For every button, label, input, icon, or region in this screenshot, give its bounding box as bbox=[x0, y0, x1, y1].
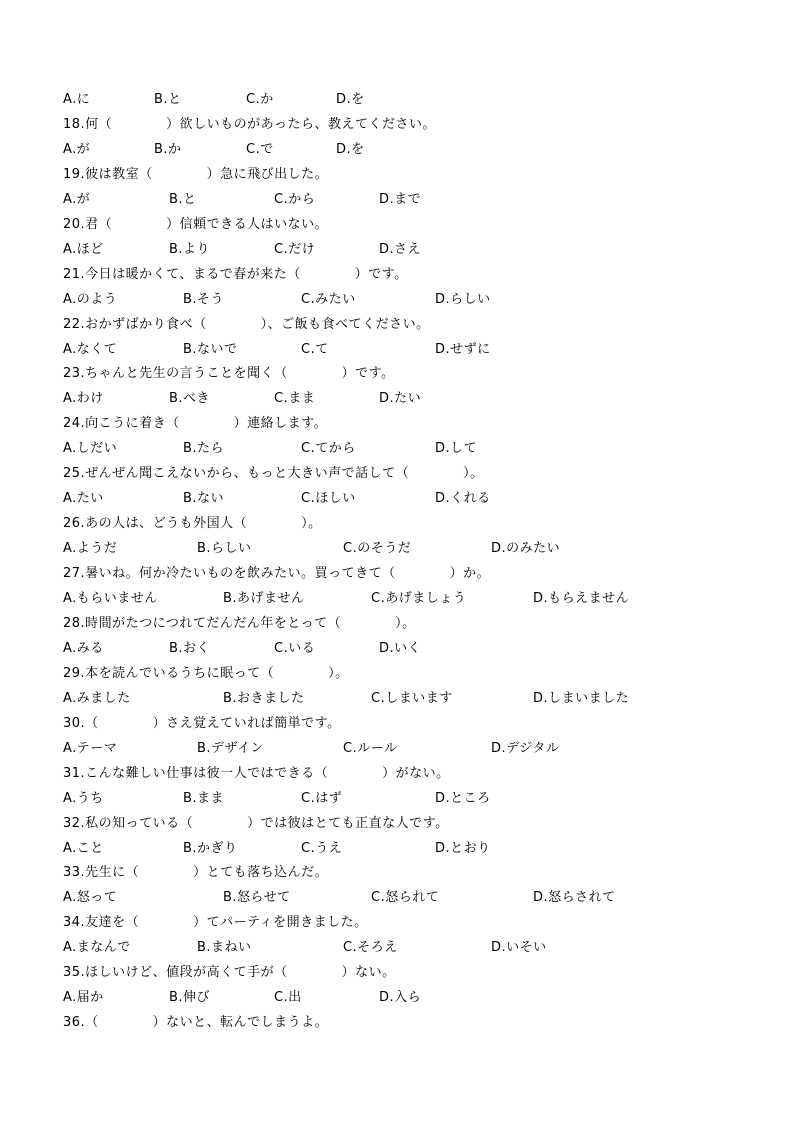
option-b: B.か bbox=[154, 141, 182, 157]
option-d: D.入ら bbox=[379, 990, 422, 1006]
option-a: A.こと bbox=[63, 840, 104, 856]
question-text: 33.先生に（ ）とても落ち込んだ。 bbox=[63, 865, 329, 881]
option-d: D.せずに bbox=[435, 341, 491, 357]
option-c: C.あげましょう bbox=[371, 591, 467, 606]
option-c: C.ほしい bbox=[301, 491, 356, 507]
option-c: C.怒られて bbox=[371, 890, 440, 906]
question-text: 26.あの人は、どうも外国人（ ）。 bbox=[63, 516, 322, 532]
option-a: A.うち bbox=[63, 790, 104, 806]
question-text: 24.向こうに着き（ ）連絡します。 bbox=[63, 416, 328, 432]
option-b: B.まま bbox=[183, 790, 225, 806]
option-a: A.もらいません bbox=[63, 591, 158, 606]
option-c: C.いる bbox=[274, 640, 316, 656]
option-c: C.しまいます bbox=[371, 690, 453, 706]
option-c: C.て bbox=[301, 341, 329, 357]
question-text: 34.友達を（ ）てパーティを開きました。 bbox=[63, 915, 368, 931]
option-a: A.たい bbox=[63, 491, 104, 507]
option-d: D.デジタル bbox=[491, 740, 560, 756]
option-a: A.みる bbox=[63, 640, 104, 656]
question-text: 25.ぜんぜん聞こえないから、もっと大きい声で話して（ ）。 bbox=[63, 466, 484, 482]
option-c: C.はず bbox=[301, 790, 343, 806]
question-text: 29.本を読んでいるうちに眠って（ ）。 bbox=[63, 665, 349, 681]
option-a: A.わけ bbox=[63, 391, 104, 407]
option-d: D.を bbox=[336, 92, 365, 107]
question-text: 22.おかずばかり食べ（ ）、ご飯も食べてください。 bbox=[63, 316, 430, 332]
option-d: D.とおり bbox=[435, 840, 491, 856]
option-d: D.くれる bbox=[435, 491, 491, 507]
question-text: 23.ちゃんと先生の言うことを聞く（ ）です。 bbox=[63, 366, 395, 382]
option-b: B.より bbox=[169, 241, 211, 257]
question-text: 30.（ ）さえ覚えていれば簡単です。 bbox=[63, 715, 341, 731]
question-text: 27.暑いね。何か冷たいものを飲みたい。買ってきて（ ）か。 bbox=[63, 566, 491, 582]
option-d: D.もらえません bbox=[533, 591, 630, 606]
option-b: B.たら bbox=[183, 441, 225, 457]
question-text: 19.彼は教室（ ）急に飛び出した。 bbox=[63, 166, 329, 182]
option-d: D.たい bbox=[379, 391, 422, 407]
question-text: 36.（ ）ないと、転んでしまうよ。 bbox=[63, 1015, 329, 1031]
question-text: 21.今日は暖かくて、まるで春が来た（ ）です。 bbox=[63, 266, 408, 282]
option-d: D.らしい bbox=[435, 291, 491, 307]
option-a: A.しだい bbox=[63, 441, 118, 457]
option-d: D.のみたい bbox=[491, 541, 561, 557]
option-b: B.と bbox=[169, 191, 197, 207]
option-b: B.伸び bbox=[169, 990, 211, 1006]
option-c: C.ルール bbox=[343, 740, 398, 756]
option-d: D.いく bbox=[379, 640, 422, 656]
option-d: D.さえ bbox=[379, 241, 422, 257]
question-text: 31.こんな難しい仕事は彼一人ではできる（ ）がない。 bbox=[63, 765, 450, 781]
option-b: B.ないで bbox=[183, 341, 238, 357]
option-c: C.だけ bbox=[274, 241, 316, 257]
option-d: D.しまいました bbox=[533, 690, 630, 706]
option-a: A.みました bbox=[63, 690, 131, 706]
option-c: C.うえ bbox=[301, 840, 343, 856]
option-d: D.いそい bbox=[491, 940, 547, 956]
question-text: 20.君（ ）信頼できる人はいない。 bbox=[63, 216, 329, 232]
option-a: A.なくて bbox=[63, 341, 118, 357]
option-c: C.みたい bbox=[301, 291, 356, 307]
option-b: B.ない bbox=[183, 491, 225, 507]
option-a: A.ほど bbox=[63, 241, 104, 257]
option-c: C.出 bbox=[274, 990, 302, 1006]
option-a: A.に bbox=[63, 92, 91, 107]
option-b: B.と bbox=[154, 92, 182, 107]
option-a: A.ようだ bbox=[63, 541, 118, 557]
option-a: A.怒って bbox=[63, 890, 118, 906]
option-b: B.デザイン bbox=[197, 740, 265, 756]
question-text: 32.私の知っている（ ）では彼はとても正直な人です。 bbox=[63, 815, 449, 831]
option-a: A.テーマ bbox=[63, 740, 118, 756]
option-c: C.のそうだ bbox=[343, 541, 412, 557]
option-b: B.まねい bbox=[197, 940, 252, 956]
question-text: 18.何（ ）欲しいものがあったら、教えてください。 bbox=[63, 116, 437, 132]
option-b: B.かぎり bbox=[183, 840, 238, 856]
question-text: 28.時間がたつにつれてだんだん年をとって（ ）。 bbox=[63, 615, 416, 631]
option-d: D.ところ bbox=[435, 790, 491, 806]
option-b: B.おく bbox=[169, 640, 211, 656]
option-a: A.が bbox=[63, 141, 91, 157]
option-c: C.まま bbox=[274, 391, 316, 407]
option-b: B.怒らせて bbox=[223, 890, 291, 906]
option-c: C.で bbox=[246, 141, 274, 157]
option-c: C.そろえ bbox=[343, 940, 398, 956]
option-c: C.か bbox=[246, 92, 274, 107]
option-b: B.おきました bbox=[223, 690, 305, 706]
option-a: A.のよう bbox=[63, 291, 118, 307]
question-text: 35.ほしいけど、値段が高くて手が（ ）ない。 bbox=[63, 965, 396, 981]
option-a: A.届か bbox=[63, 990, 104, 1006]
option-c: C.てから bbox=[301, 441, 356, 457]
option-b: B.べき bbox=[169, 391, 211, 407]
option-c: C.から bbox=[274, 191, 316, 207]
option-a: A.まなんで bbox=[63, 940, 131, 956]
option-d: D.まで bbox=[379, 191, 422, 207]
option-b: B.そう bbox=[183, 291, 225, 307]
option-d: D.怒らされて bbox=[533, 890, 616, 906]
option-b: B.あげません bbox=[223, 591, 305, 606]
option-d: D.を bbox=[336, 141, 365, 157]
option-d: D.して bbox=[435, 441, 478, 457]
option-a: A.が bbox=[63, 191, 91, 207]
option-b: B.らしい bbox=[197, 541, 252, 557]
